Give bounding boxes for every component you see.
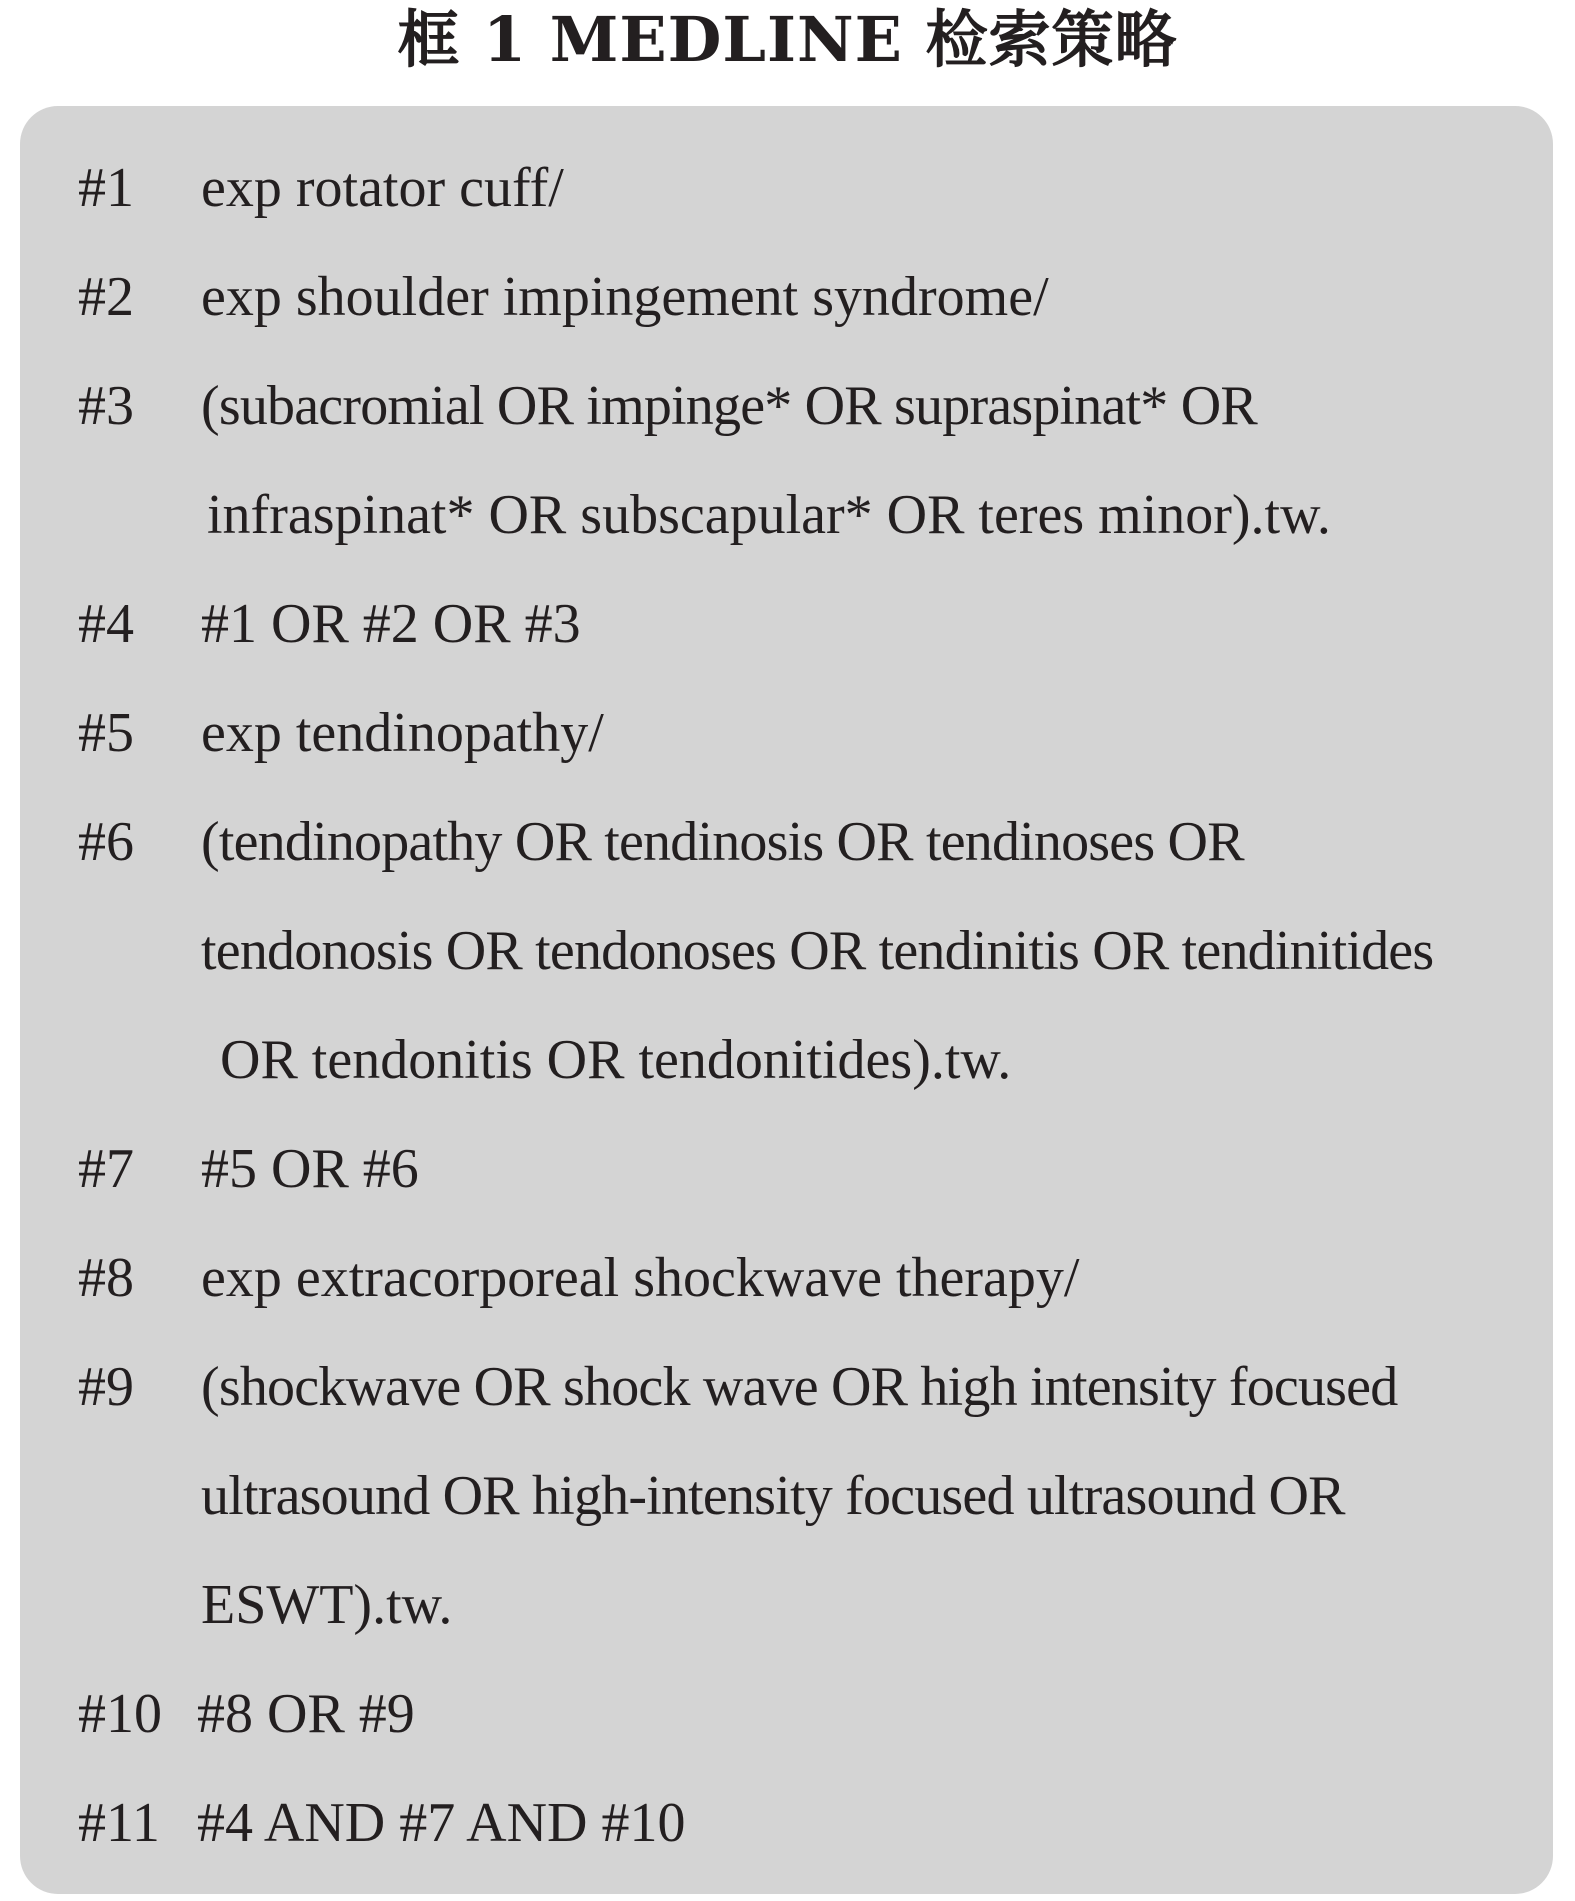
row-text: #5 OR #6 <box>201 1138 419 1200</box>
box-title: 框 1 MEDLINE 检索策略 <box>397 3 1178 76</box>
search-row-11 <box>20 1769 1553 1878</box>
row-number: #10 <box>78 1683 162 1745</box>
row-text-continued: tendonosis OR tendonoses OR tendinitis OR tendinitides <box>201 920 1434 982</box>
search-row-5 <box>20 679 1553 788</box>
row-text-continued: ESWT).tw. <box>201 1574 453 1636</box>
row-number: #2 <box>78 266 134 328</box>
row-text: (tendinopathy OR tendinosis OR tendinoses OR <box>201 811 1244 873</box>
search-row-6 <box>20 788 1553 1115</box>
row-number: #6 <box>78 811 134 873</box>
row-text-continued: infraspinat* OR subscapular* OR teres minor).tw. <box>207 484 1331 546</box>
row-text: #1 OR #2 OR #3 <box>201 593 581 655</box>
row-text: exp extracorporeal shockwave therapy/ <box>201 1247 1080 1309</box>
search-strategy-list <box>20 134 1553 1878</box>
row-number: #5 <box>78 702 134 764</box>
search-row-3 <box>20 352 1553 570</box>
row-text: exp rotator cuff/ <box>201 157 564 219</box>
row-text-continued: OR tendonitis OR tendonitides).tw. <box>220 1029 1012 1091</box>
row-number: #4 <box>78 593 134 655</box>
search-row-8 <box>20 1224 1553 1333</box>
row-text: #8 OR #9 <box>197 1683 415 1745</box>
row-number: #9 <box>78 1356 134 1418</box>
row-text: (subacromial OR impinge* OR supraspinat* OR <box>201 375 1257 437</box>
row-text: #4 AND #7 AND #10 <box>197 1792 686 1854</box>
row-number: #1 <box>78 157 134 219</box>
search-row-10 <box>20 1660 1553 1769</box>
search-row-1 <box>20 134 1553 243</box>
search-strategy-panel <box>20 106 1553 1894</box>
row-number: #8 <box>78 1247 134 1309</box>
row-text-continued: ultrasound OR high-intensity focused ultrasound OR <box>201 1465 1345 1527</box>
row-number: #11 <box>78 1792 160 1854</box>
row-text: (shockwave OR shock wave OR high intensity focused <box>201 1356 1398 1418</box>
row-text: exp shoulder impingement syndrome/ <box>201 266 1049 328</box>
search-row-2 <box>20 243 1553 352</box>
row-number: #7 <box>78 1138 134 1200</box>
search-row-7 <box>20 1115 1553 1224</box>
search-row-4 <box>20 570 1553 679</box>
search-row-9 <box>20 1333 1553 1660</box>
row-text: exp tendinopathy/ <box>201 702 604 764</box>
row-number: #3 <box>78 375 134 437</box>
